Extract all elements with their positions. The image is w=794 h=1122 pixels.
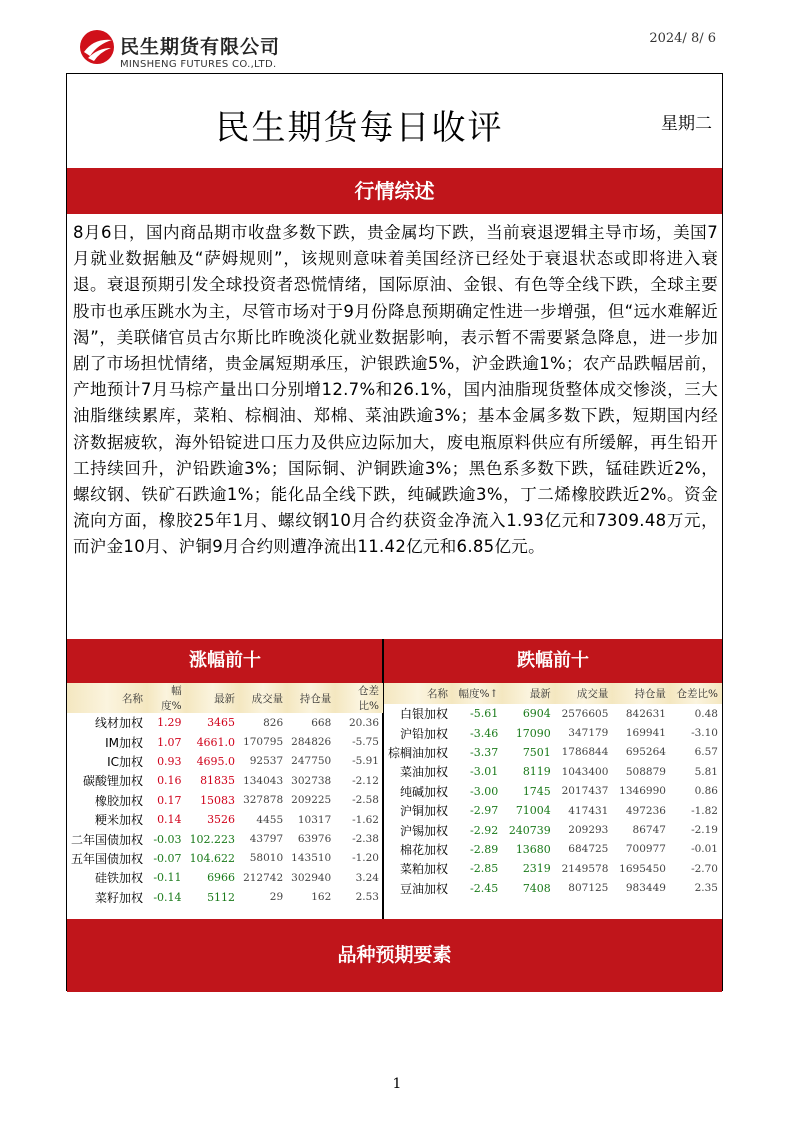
table-cell: 纯碱加权 bbox=[400, 784, 449, 799]
table-cell: 302738 bbox=[291, 774, 332, 787]
table-row bbox=[384, 801, 722, 820]
table-row bbox=[67, 868, 383, 887]
table-cell: 粳米加权 bbox=[95, 813, 144, 828]
table-cell: 209293 bbox=[568, 824, 609, 837]
table-row bbox=[384, 782, 722, 801]
table-cell: 327878 bbox=[243, 794, 284, 807]
table-row bbox=[384, 743, 722, 762]
table-cell: 2149578 bbox=[561, 862, 609, 875]
factors-heading: 品种预期要素 bbox=[67, 919, 722, 992]
table-cell: 菜籽加权 bbox=[95, 890, 144, 905]
table-cell: 302940 bbox=[291, 871, 332, 884]
title-row bbox=[67, 74, 722, 169]
table-cell: -3.37 bbox=[470, 745, 499, 759]
table-cell: 169941 bbox=[625, 727, 666, 740]
table-cell: -2.89 bbox=[470, 842, 499, 856]
table-cell: 7408 bbox=[522, 881, 551, 895]
table-cell: 684725 bbox=[568, 843, 609, 856]
table-cell: 0.17 bbox=[157, 793, 182, 807]
table-cell: 1.07 bbox=[157, 735, 182, 749]
report-frame bbox=[66, 73, 723, 991]
gainers-header-row bbox=[67, 683, 383, 713]
table-cell: 1043400 bbox=[561, 765, 609, 778]
table-cell: 162 bbox=[311, 891, 332, 904]
table-cell: 58010 bbox=[249, 852, 284, 865]
table-cell: 菜油加权 bbox=[400, 765, 449, 780]
table-cell: 63976 bbox=[297, 833, 332, 846]
table-cell: -2.97 bbox=[470, 804, 499, 818]
table-cell: 棕榈油加权 bbox=[388, 745, 449, 760]
table-cell: 6904 bbox=[522, 707, 551, 721]
table-cell: -2.58 bbox=[352, 794, 379, 807]
table-cell: 0.93 bbox=[157, 754, 182, 768]
table-cell: 247750 bbox=[291, 755, 332, 768]
table-cell: 842631 bbox=[625, 707, 666, 720]
table-cell: -2.45 bbox=[470, 881, 499, 895]
table-cell: 硅铁加权 bbox=[95, 871, 144, 886]
table-cell: 240739 bbox=[508, 823, 551, 837]
table-cell: -2.70 bbox=[691, 862, 718, 875]
table-cell: 347179 bbox=[568, 727, 609, 740]
company-name-en: MINSHENG FUTURES CO.,LTD. bbox=[120, 59, 277, 70]
table-cell: 983449 bbox=[625, 882, 666, 895]
column-header: 仓差比% bbox=[670, 683, 722, 704]
table-row bbox=[67, 771, 383, 790]
table-cell: 豆油加权 bbox=[400, 881, 449, 896]
table-cell: -0.14 bbox=[153, 890, 182, 904]
market-summary-heading: 行情综述 bbox=[67, 168, 722, 214]
report-title: 民生期货每日收评 bbox=[215, 108, 504, 148]
table-cell: -0.11 bbox=[153, 871, 182, 885]
table-cell: 2576605 bbox=[561, 707, 609, 720]
table-cell: -1.82 bbox=[691, 804, 718, 817]
table-cell: 橡胶加权 bbox=[95, 793, 144, 808]
table-cell: 3.24 bbox=[355, 871, 379, 884]
table-cell: 807125 bbox=[568, 882, 609, 895]
losers-table bbox=[384, 683, 722, 898]
report-date: 2024/ 8/ 6 bbox=[649, 31, 716, 46]
table-cell: 7501 bbox=[522, 745, 551, 759]
company-logo bbox=[78, 28, 318, 76]
table-cell: -5.75 bbox=[352, 736, 379, 749]
column-header: 持仓量 bbox=[287, 683, 335, 713]
table-cell: 0.86 bbox=[694, 785, 718, 798]
table-cell: 2319 bbox=[522, 862, 551, 876]
table-cell: 0.48 bbox=[694, 707, 718, 720]
table-cell: 17090 bbox=[515, 726, 551, 740]
table-row bbox=[384, 879, 722, 898]
table-cell: 6966 bbox=[207, 871, 236, 885]
minsheng-logo-icon bbox=[78, 28, 116, 66]
table-cell: 1.29 bbox=[157, 716, 182, 730]
table-cell: 81835 bbox=[200, 774, 236, 788]
table-cell: 0.14 bbox=[157, 813, 182, 827]
table-cell: 1346990 bbox=[619, 785, 666, 798]
table-cell: 43797 bbox=[249, 833, 284, 846]
table-cell: 497236 bbox=[625, 804, 666, 817]
losers-heading: 跌幅前十 bbox=[384, 639, 722, 683]
table-cell: 沪铜加权 bbox=[400, 804, 449, 819]
table-row bbox=[67, 752, 383, 771]
table-cell: 二年国债加权 bbox=[71, 832, 144, 847]
table-cell: 5112 bbox=[207, 890, 236, 904]
table-cell: 695264 bbox=[625, 746, 666, 759]
table-cell: 134043 bbox=[243, 774, 284, 787]
table-cell: 棉花加权 bbox=[400, 842, 449, 857]
column-header: 持仓量 bbox=[612, 683, 670, 704]
market-summary-text: 8月6日，国内商品期市收盘多数下跌，贵金属均下跌，当前衰退逻辑主导市场，美国7月就业数据触及“萨姆规则”，该规则意味着美国经济已经处于衰退状态或即将进入衰退。衰退预期引发全球投资者恐慌情绪，国际原油、金银、有色等全线下跌，全球主要股市也承压跳水为主，尽管市场对于9月份降息预期确定性进一步增强，但“远水难解近渴”，美联储官员古尔斯比昨晚淡化就业数据影响，表示暂不需要紧急降息，进一步加剧了市场担忧情绪，贵金属短期承压，沪银跌逾5%，沪金跌逾1%；农产品跌幅居前，产地预计7月马棕产量出口分别增12.7%和26.1%，国内油脂现货整体成交惨淡，三大油脂继续累库，菜粕、棕榈油、郑棉、菜油跌逾3%；基本金属多数下跌，短期国内经济数据疲软，海外铅锭进口压力及供应边际加大，废电瓶原料供应有所缓解，再生铅开工持续回升，沪铅跌逾3%；国际铜、沪铜跌逾3%；黑色系多数下跌，锰硅跌近2%，螺纹钢、铁矿石跌逾1%；能化品全线下跌，纯碱跌逾3%，丁二烯橡胶跌近2%。资金流向方面，橡胶25年1月、螺纹钢10月合约获资金净流入1.93亿元和7309.48万元，而沪金10月、沪铜9月合约则遭净流出11.42亿元和6.85亿元。 bbox=[73, 223, 718, 557]
table-cell: 417431 bbox=[568, 804, 609, 817]
table-cell: -2.38 bbox=[352, 833, 379, 846]
page-number: 1 bbox=[392, 1076, 402, 1092]
table-row bbox=[384, 762, 722, 781]
table-row bbox=[67, 888, 383, 907]
table-cell: 2017437 bbox=[561, 785, 609, 798]
table-cell: 5.81 bbox=[694, 765, 718, 778]
table-cell: 826 bbox=[263, 716, 284, 729]
table-cell: 92537 bbox=[249, 755, 284, 768]
table-cell: -3.10 bbox=[691, 727, 718, 740]
table-cell: 668 bbox=[311, 716, 332, 729]
table-cell: 104.622 bbox=[189, 851, 236, 865]
gainers-table bbox=[67, 683, 383, 907]
table-cell: 143510 bbox=[291, 852, 332, 865]
losers-header-row bbox=[384, 683, 722, 704]
table-cell: 沪铅加权 bbox=[400, 726, 449, 741]
table-cell: -0.01 bbox=[691, 843, 718, 856]
table-cell: -5.61 bbox=[470, 707, 499, 721]
table-cell: 1745 bbox=[522, 784, 551, 798]
table-cell: -3.00 bbox=[470, 784, 499, 798]
column-header: 最新 bbox=[502, 683, 555, 704]
table-cell: 8119 bbox=[522, 765, 551, 779]
column-header: 成交量 bbox=[239, 683, 287, 713]
table-cell: 沪锡加权 bbox=[400, 823, 449, 838]
table-cell: -1.62 bbox=[352, 813, 379, 826]
table-cell: 170795 bbox=[243, 736, 284, 749]
table-row bbox=[67, 849, 383, 868]
table-row bbox=[67, 791, 383, 810]
table-cell: 71004 bbox=[515, 804, 551, 818]
table-row bbox=[67, 713, 383, 732]
table-cell: -5.91 bbox=[352, 755, 379, 768]
table-row bbox=[384, 820, 722, 839]
table-cell: 20.36 bbox=[348, 716, 379, 729]
table-cell: 2.53 bbox=[355, 891, 379, 904]
table-cell: 1695450 bbox=[619, 862, 666, 875]
column-header: 名称 bbox=[384, 683, 452, 704]
column-header: 最新 bbox=[186, 683, 240, 713]
table-cell: -2.92 bbox=[470, 823, 499, 837]
table-cell: 白银加权 bbox=[400, 707, 449, 722]
table-cell: -3.46 bbox=[470, 726, 499, 740]
table-cell: 29 bbox=[269, 891, 284, 904]
table-cell: 13680 bbox=[515, 842, 551, 856]
table-cell: -0.03 bbox=[153, 832, 182, 846]
column-header: 成交量 bbox=[555, 683, 613, 704]
table-cell: 284826 bbox=[291, 736, 332, 749]
table-cell: 1786844 bbox=[561, 746, 609, 759]
column-header: 幅度% bbox=[147, 683, 186, 713]
table-cell: 0.16 bbox=[157, 774, 182, 788]
table-cell: -2.85 bbox=[470, 862, 499, 876]
table-row bbox=[67, 732, 383, 751]
table-cell: 6.57 bbox=[694, 746, 718, 759]
table-row bbox=[67, 810, 383, 829]
table-cell: 3465 bbox=[207, 716, 236, 730]
table-cell: 86747 bbox=[632, 824, 666, 837]
table-cell: IC加权 bbox=[107, 754, 144, 769]
table-row bbox=[384, 840, 722, 859]
table-cell: 线材加权 bbox=[95, 716, 144, 731]
table-cell: 4661.0 bbox=[196, 735, 236, 749]
table-cell: -1.20 bbox=[352, 852, 379, 865]
table-row bbox=[384, 859, 722, 878]
table-row bbox=[384, 723, 722, 742]
table-cell: 4455 bbox=[256, 813, 284, 826]
company-name-cn: 民生期货有限公司 bbox=[120, 36, 281, 58]
table-cell: 碳酸锂加权 bbox=[83, 774, 144, 789]
table-cell: 15083 bbox=[200, 793, 236, 807]
table-cell: 五年国债加权 bbox=[71, 851, 144, 866]
table-cell: IM加权 bbox=[105, 735, 144, 750]
table-cell: 菜粕加权 bbox=[400, 862, 449, 877]
table-cell: -2.19 bbox=[691, 824, 718, 837]
table-cell: 3526 bbox=[207, 813, 236, 827]
table-row bbox=[67, 829, 383, 848]
table-cell: 700977 bbox=[625, 843, 666, 856]
weekday-label: 星期二 bbox=[661, 114, 712, 134]
table-cell: 4695.0 bbox=[196, 754, 236, 768]
table-cell: 2.35 bbox=[694, 882, 718, 895]
table-cell: 209225 bbox=[291, 794, 332, 807]
table-cell: -3.01 bbox=[470, 765, 499, 779]
column-header: 幅度%↑ bbox=[452, 683, 502, 704]
table-cell: 10317 bbox=[297, 813, 332, 826]
table-cell: -2.12 bbox=[352, 774, 379, 787]
table-cell: -0.07 bbox=[153, 851, 182, 865]
table-row bbox=[384, 704, 722, 723]
table-cell: 508879 bbox=[625, 765, 666, 778]
column-header: 仓差比% bbox=[335, 683, 383, 713]
table-cell: 212742 bbox=[243, 871, 284, 884]
gainers-heading: 涨幅前十 bbox=[67, 639, 383, 683]
table-cell: 102.223 bbox=[189, 832, 236, 846]
column-header: 名称 bbox=[67, 683, 147, 713]
